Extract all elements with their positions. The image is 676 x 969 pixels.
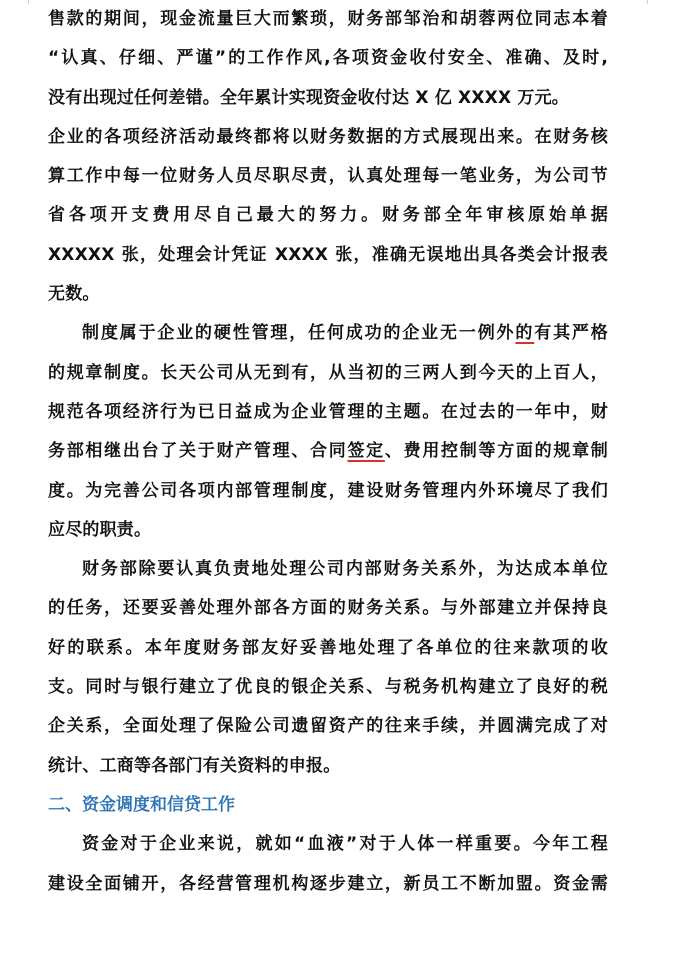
text-line: 企业的各项经济活动最终都将以财务数据的方式展现出来。在财务核 [48, 126, 608, 147]
text-line: 度。为完善公司各项内部管理制度，建设财务管理内外环境尽了我们 [48, 480, 608, 501]
text-line-with-spellcheck [48, 314, 608, 353]
page-corner-mark-right [625, 0, 648, 4]
text-line: 的规章制度。长天公司从无到有，从当初的三两人到今天的上百人， [48, 362, 608, 383]
text-line: 没有出现过任何差错。全年累计实现资金收付达 X 亿 XXXX 万元。 [48, 87, 570, 108]
paragraph-external-relations [48, 550, 608, 786]
text-segment: 有其严格 [534, 323, 608, 344]
text-line: 好的联系。本年度财务部友好妥善地处理了各单位的往来款项的收 [48, 637, 608, 658]
section-heading: 二、资金调度和信贷工作 [48, 794, 235, 815]
text-line: 的任务，还要妥善处理外部各方面的财务关系。与外部建立并保持良 [48, 598, 608, 619]
text-line: 应尽的职责。 [48, 519, 152, 540]
text-line: 无数。 [48, 284, 100, 305]
text-line: “认真、仔细、严谨”的工作作风,各项资金收付安全、准确、及时, [48, 48, 608, 69]
text-segment: 制度属于企业的硬性管理，任何成功的企业无一例外 [82, 323, 516, 344]
text-line: 建设全面铺开，各经营管理机构逐步建立，新员工不断加盟。资金需 [48, 873, 608, 894]
paragraph-cash-flow [48, 0, 608, 118]
text-line-with-spellcheck [48, 432, 608, 471]
text-line: 财务部除要认真负责地处理公司内部财务关系外，为达成本单位 [82, 559, 608, 580]
text-line: 算工作中每一位财务人员尽职尽责，认真处理每一笔业务，为公司节 [48, 166, 608, 187]
text-line: 统计、工商等各部门有关资料的申报。 [48, 755, 341, 776]
paragraph-accounting [48, 118, 608, 314]
text-segment: 务部相继出台了关于财产管理、合同 [48, 441, 348, 462]
text-line: 规范各项经济行为已日益成为企业管理的主题。在过去的一年中，财 [48, 401, 608, 422]
text-line: XXXXX 张，处理会计凭证 XXXX 张，准确无误地出具各类会计报表 [48, 244, 608, 265]
document-body [48, 0, 608, 904]
text-line: 售款的期间，现金流量巨大而繁琐，财务部邹治和胡蓉两位同志本着 [48, 9, 608, 29]
paragraph-regulations [48, 314, 608, 550]
paragraph-funding [48, 825, 608, 904]
text-segment: 、费用控制等方面的规章制 [384, 441, 608, 462]
text-line: 资金对于企业来说，就如“血液”对于人体一样重要。今年工程 [82, 834, 608, 855]
spellcheck-underline: 签定 [347, 441, 385, 462]
text-line: 企关系，全面处理了保险公司遗留资产的往来手续，并圆满完成了对 [48, 716, 608, 737]
text-line: 支。同时与银行建立了优良的银企关系、与税务机构建立了良好的税 [48, 677, 608, 698]
text-line: 省各项开支费用尽自己最大的努力。财务部全年审核原始单据 [48, 205, 608, 226]
spellcheck-underline: 的 [515, 323, 535, 344]
